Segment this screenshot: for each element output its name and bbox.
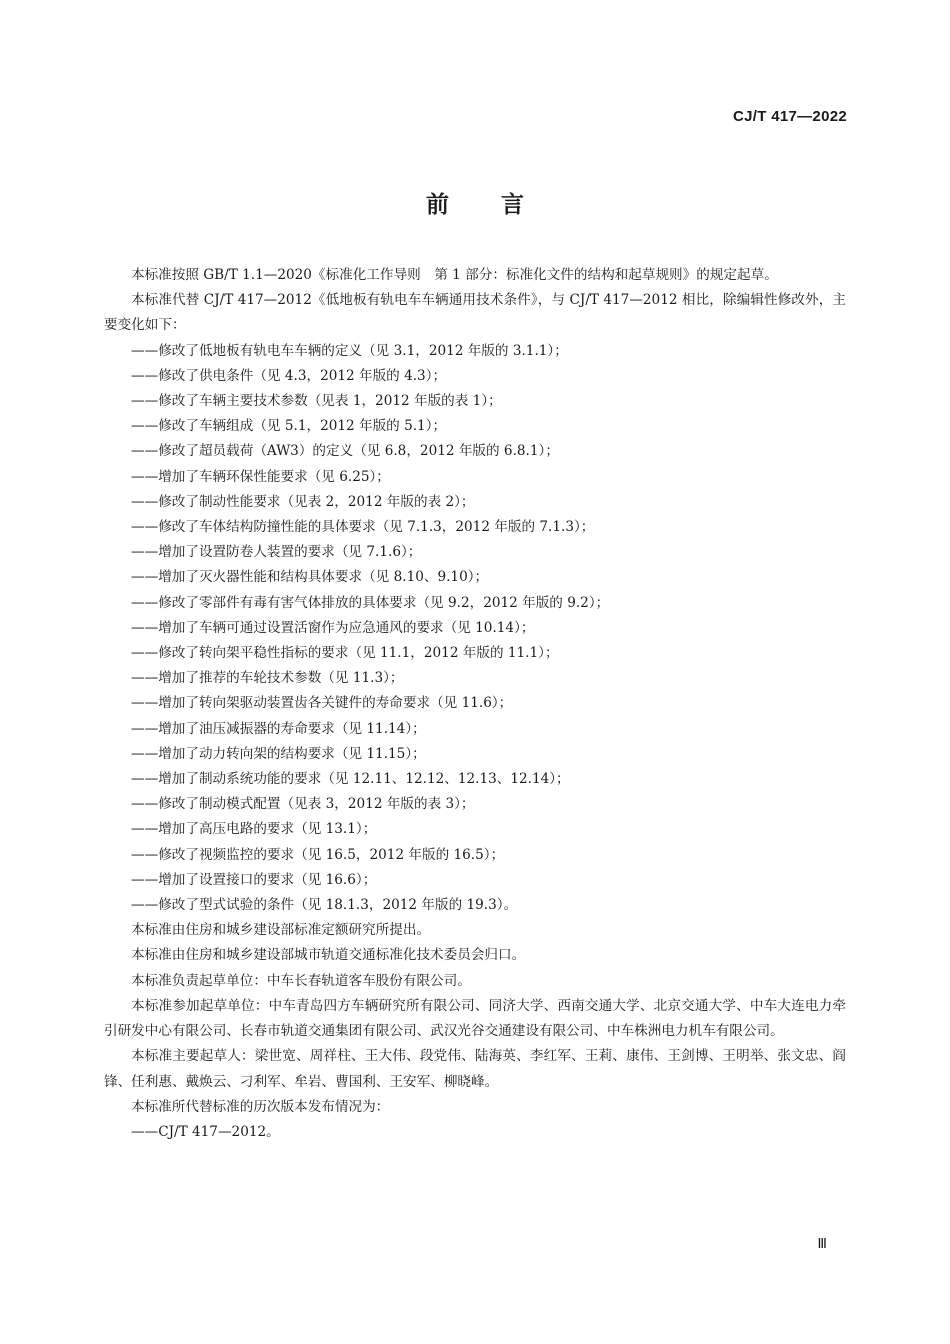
paragraph-replacement: 本标准代替 CJ/T 417—2012《低地板有轨电车车辆通用技术条件》，与 CJ/T 417—2012 相比，除编辑性修改外，主要变化如下： xyxy=(104,292,846,334)
foreword-body xyxy=(104,263,846,1145)
change-item: ——修改了供电条件（见 4.3，2012 年版的 4.3）； xyxy=(131,367,447,384)
paragraph-proposer: 本标准由住房和城乡建设部标准定额研究所提出。 xyxy=(131,922,431,939)
change-item: ——修改了车体结构防撞性能的具体要求（见 7.1.3，2012 年版的 7.1.3）； xyxy=(131,519,595,536)
change-item: ——修改了车辆主要技术参数（见表 1，2012 年版的表 1）； xyxy=(131,393,502,410)
change-item: ——修改了转向架平稳性指标的要求（见 11.1，2012 年版的 11.1）； xyxy=(131,645,559,662)
change-item: ——修改了制动模式配置（见表 3，2012 年版的表 3）； xyxy=(131,796,475,813)
change-item: ——修改了制动性能要求（见表 2，2012 年版的表 2）； xyxy=(131,493,475,510)
change-item: ——增加了车辆可通过设置活窗作为应急通风的要求（见 10.14）； xyxy=(131,619,535,636)
change-item: ——增加了灭火器性能和结构具体要求（见 8.10、9.10）； xyxy=(131,569,489,586)
change-item: ——增加了油压减振器的寿命要求（见 11.14）； xyxy=(131,720,426,737)
page-number: Ⅲ xyxy=(817,1237,827,1252)
history-item: ——CJ/T 417—2012。 xyxy=(131,1123,280,1140)
change-item: ——增加了转向架驱动装置齿各关键件的寿命要求（见 11.6）； xyxy=(131,695,513,712)
change-item: ——增加了设置防卷人装置的要求（见 7.1.6）； xyxy=(131,544,422,561)
changes-list xyxy=(104,339,846,919)
change-item: ——修改了低地板有轨电车车辆的定义（见 3.1，2012 年版的 3.1.1）； xyxy=(131,342,568,359)
change-item: ——增加了设置接口的要求（见 16.6）； xyxy=(131,871,377,888)
change-item: ——修改了视频监控的要求（见 16.5，2012 年版的 16.5）； xyxy=(131,846,505,863)
change-item: ——修改了超员载荷（AW3）的定义（见 6.8，2012 年版的 6.8.1）； xyxy=(131,443,559,460)
paragraph-main-drafters: 本标准主要起草人：梁世宽、周祥柱、王大伟、段党伟、陆海英、李红军、王莉、康伟、王剑博、王明举、张文忠、阎锋、任利惠、戴焕云、刁利军、牟岩、曹国利、王安军、柳晓峰。 xyxy=(104,1048,846,1090)
paragraph-participating-drafters: 本标准参加起草单位：中车青岛四方车辆研究所有限公司、同济大学、西南交通大学、北京交通大学、中车大连电力牵引研发中心有限公司、长春市轨道交通集团有限公司、武汉光谷交通建设有限公司、中车株洲电力机车有限公司。 xyxy=(104,997,846,1040)
change-item: ——修改了零部件有毒有害气体排放的具体要求（见 9.2，2012 年版的 9.2）； xyxy=(131,594,610,611)
standard-number-header: CJ/T 417—2022 xyxy=(733,108,847,125)
change-item: ——修改了型式试验的条件（见 18.1.3，2012 年版的 19.3）。 xyxy=(131,897,518,914)
change-item: ——增加了动力转向架的结构要求（见 11.15）； xyxy=(131,745,426,762)
paragraph-committee: 本标准由住房和城乡建设部城市轨道交通标准化技术委员会归口。 xyxy=(131,947,526,964)
change-item: ——增加了高压电路的要求（见 13.1）； xyxy=(131,821,377,838)
paragraph-history-intro: 本标准所代替标准的历次版本发布情况为： xyxy=(131,1098,390,1115)
change-item: ——增加了车辆环保性能要求（见 6.25）； xyxy=(131,468,390,485)
page-title: 前言 xyxy=(426,192,576,218)
change-item: ——修改了车辆组成（见 5.1，2012 年版的 5.1）； xyxy=(131,418,447,435)
paragraph-lead-drafter: 本标准负责起草单位：中车长春轨道客车股份有限公司。 xyxy=(131,972,471,989)
change-item: ——增加了推荐的车轮技术参数（见 11.3）； xyxy=(131,670,404,687)
change-item: ——增加了制动系统功能的要求（见 12.11、12.12、12.13、12.14）； xyxy=(131,771,570,788)
paragraph-basis: 本标准按照 GB/T 1.1—2020《标准化工作导则 第 1 部分：标准化文件的结构和起草规则》的规定起草。 xyxy=(131,267,778,283)
